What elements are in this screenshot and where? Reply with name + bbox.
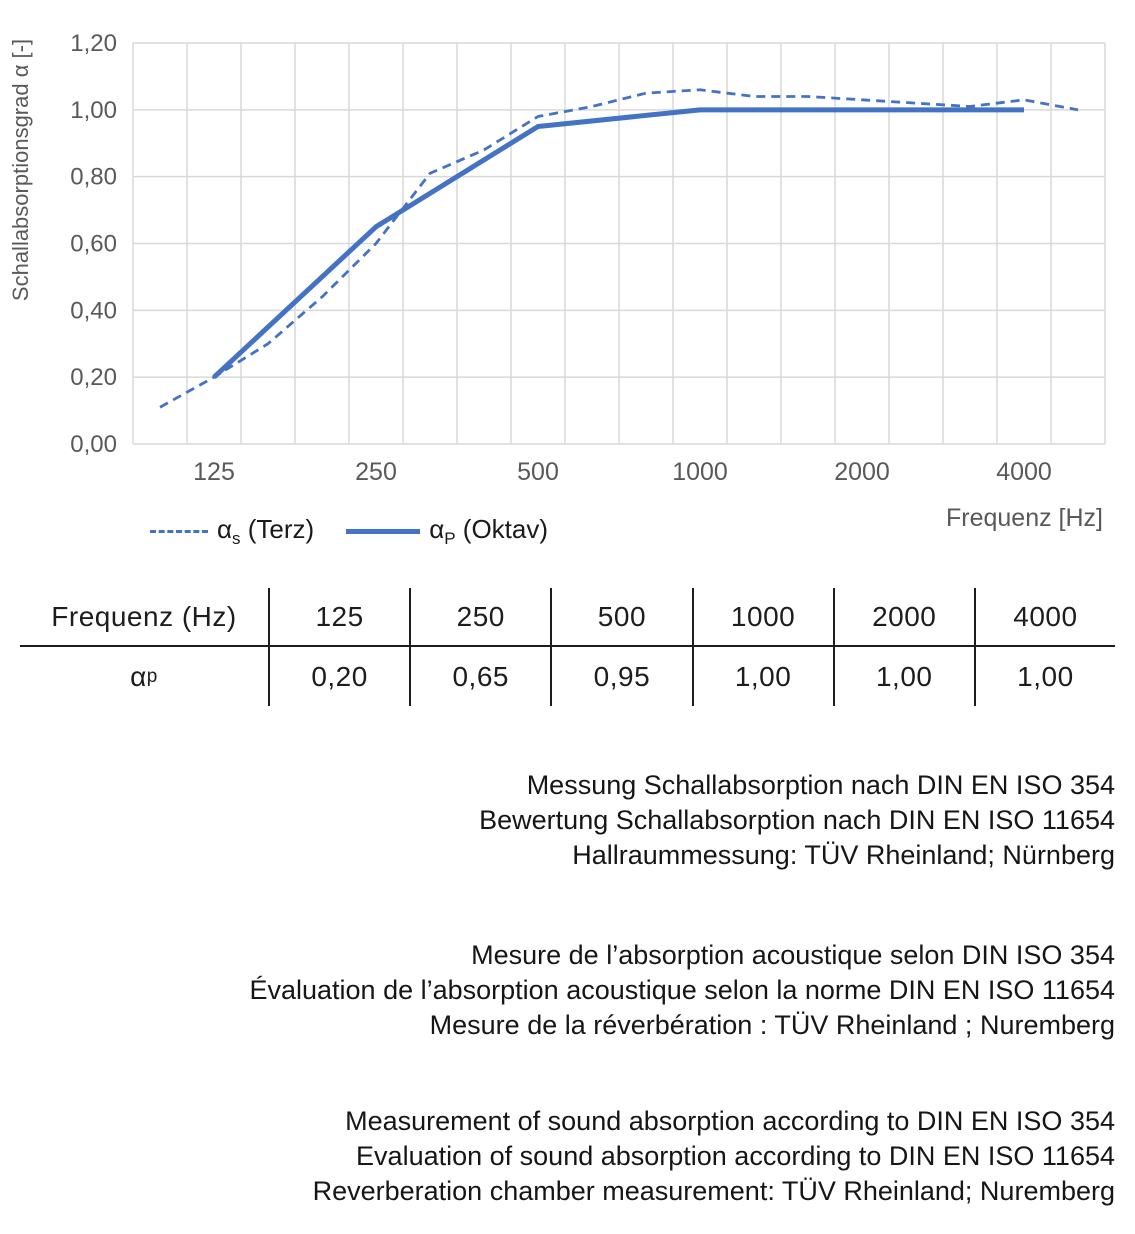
x-tick-label: 250 [355, 458, 397, 486]
chart-plot-area [0, 0, 1135, 500]
legend-terz-subscript: s [232, 529, 241, 549]
y-tick-label: 0,00 [70, 431, 117, 458]
note-line: Measurement of sound absorption according to DIN EN ISO 354 [345, 1106, 1115, 1136]
y-tick-label: 0,60 [70, 230, 117, 258]
table-alpha-p-value: 0,20 [268, 647, 409, 706]
legend-item-oktav [346, 514, 548, 549]
note-block-english [115, 1104, 1115, 1209]
legend-oktav-subscript: P [444, 529, 456, 549]
table-frequency-value: 250 [409, 588, 550, 647]
note-line: Hallraummessung: TÜV Rheinland; Nürnberg [572, 840, 1115, 870]
table-alpha-p-value: 0,65 [409, 647, 550, 706]
x-tick-label: 125 [193, 458, 235, 486]
table-alpha-p-value: 1,00 [833, 647, 974, 706]
table-alpha-p-value: 1,00 [974, 647, 1115, 706]
x-tick-label: 2000 [834, 458, 890, 486]
legend-oktav-alpha: α [429, 514, 445, 544]
chart-legend [150, 514, 548, 549]
table-alpha-p-value: 0,95 [550, 647, 691, 706]
solid-line-sample [346, 529, 420, 534]
y-tick-label: 1,20 [70, 30, 117, 57]
dashed-line-sample [150, 530, 208, 533]
legend-label-oktav [429, 514, 548, 549]
table-frequency-value: 4000 [974, 588, 1115, 647]
y-tick-label: 0,40 [70, 297, 117, 325]
note-block-french [115, 938, 1115, 1043]
frequency-table [20, 588, 1115, 706]
y-axis-title: Schallabsorptionsgrad α [-] [8, 38, 33, 302]
note-line: Messung Schallabsorption nach DIN EN ISO 354 [526, 770, 1115, 800]
table-header-frequency: Frequenz (Hz) [20, 588, 268, 647]
table-alpha-p-value: 1,00 [692, 647, 833, 706]
alpha-p-subscript: p [146, 665, 158, 687]
table-frequency-value: 2000 [833, 588, 974, 647]
x-tick-label: 500 [517, 458, 559, 486]
table-row-label-alpha-p [20, 647, 268, 706]
x-tick-label: 4000 [996, 458, 1052, 486]
note-line: Mesure de la réverbération : TÜV Rheinland ; Nuremberg [429, 1010, 1115, 1040]
alpha-symbol: α [130, 660, 147, 692]
legend-label-terz [217, 514, 314, 549]
note-line: Reverberation chamber measurement: TÜV Rheinland; Nuremberg [312, 1176, 1115, 1206]
note-line: Bewertung Schallabsorption nach DIN EN ISO 11654 [479, 805, 1115, 835]
y-tick-label: 0,80 [70, 163, 117, 191]
y-tick-label: 0,20 [70, 364, 117, 392]
table-frequency-value: 500 [550, 588, 691, 647]
table-frequency-value: 125 [268, 588, 409, 647]
legend-item-terz [150, 514, 314, 549]
note-line: Évaluation de l’absorption acoustique selon la norme DIN EN ISO 11654 [249, 975, 1115, 1005]
legend-oktav-text: (Oktav) [455, 514, 549, 544]
legend-terz-alpha: α [217, 514, 233, 544]
y-tick-label: 1,00 [70, 96, 117, 124]
table-frequency-value: 1000 [692, 588, 833, 647]
x-axis-title: Frequenz [Hz] [945, 504, 1103, 532]
note-line: Evaluation of sound absorption according to DIN EN ISO 11654 [356, 1141, 1115, 1171]
note-line: Mesure de l’absorption acoustique selon DIN ISO 354 [471, 940, 1115, 970]
note-block-german [115, 768, 1115, 873]
absorption-chart [0, 0, 1135, 560]
x-tick-label: 1000 [672, 458, 728, 486]
legend-terz-text: (Terz) [240, 514, 315, 544]
